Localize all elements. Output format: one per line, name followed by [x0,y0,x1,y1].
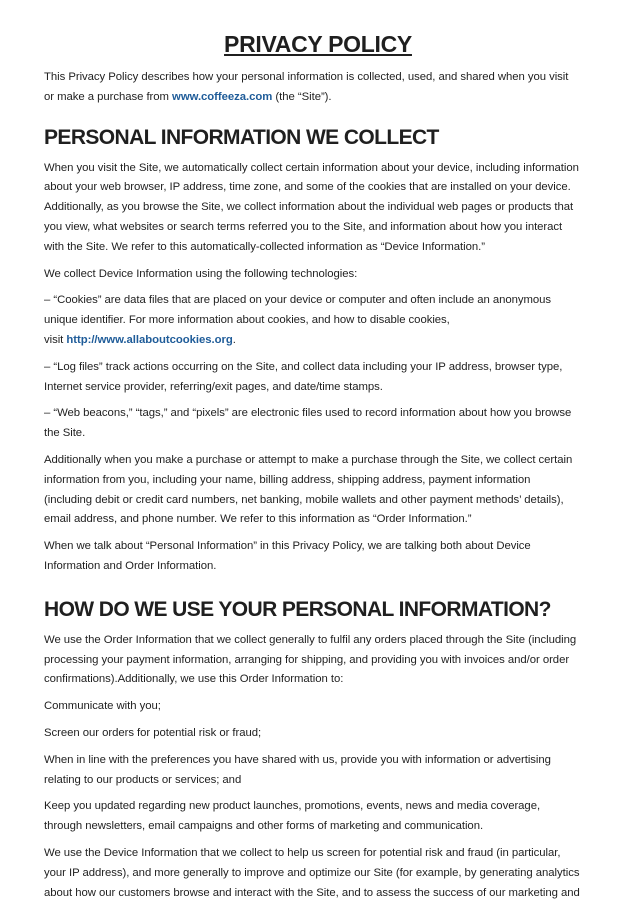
section-heading-use: HOW DO WE USE YOUR PERSONAL INFORMATION? [44,597,551,621]
text-line: – “Cookies” are data files that are placed on your device or computer and often include an anonymous [44,294,552,307]
text-line [44,331,592,351]
advertising-item [44,751,592,791]
text-line: your IP address), and more generally to improve and optimize our Site (for example, by generating analytics [44,866,580,879]
allaboutcookies-link[interactable]: http://www.allaboutcookies.org [66,333,233,346]
text-line: email address, and phone number. We refer to this information as “Order Information.” [44,513,472,526]
communicate-item: Communicate with you; [44,700,161,713]
cookies-visit-text: visit [44,333,67,346]
use-paragraph-1 [44,631,592,690]
text-line: When we talk about “Personal Information” in this Privacy Policy, we are talking both about Device [44,540,531,553]
text-line: (including debit or credit card numbers, net banking, mobile wallets and other payment methods’ details), [44,493,564,506]
text-line: – “Log files” track actions occurring on the Site, and collect data including your IP address, browser type, [44,360,563,373]
logs-paragraph [44,358,592,398]
text-line: Additionally when you make a purchase or attempt to make a purchase through the Site, we collect certain [44,453,573,466]
cookies-paragraph [44,291,592,350]
updates-item [44,797,592,837]
text-line: about your web browser, IP address, time zone, and some of the cookies that are installed on your device. [44,181,571,194]
text-line: We use the Device Information that we collect to help us screen for potential risk and fraud (in particular, [44,846,561,859]
intro-line-1: This Privacy Policy describes how your personal information is collected, used, and shared when you visit [44,71,569,83]
text-line: Additionally, as you browse the Site, we collect information about the individual web pages or products that [44,201,574,214]
text-line: the Site. [44,427,86,440]
text-line: – “Web beacons,” “tags,” and “pixels” are electronic files used to record information about how you browse [44,407,572,420]
page-title: PRIVACY POLICY [224,31,412,57]
text-line: confirmations).Additionally, we use this Order Information to: [44,673,344,686]
device-usage-paragraph [44,844,592,903]
text-line: with the Site. We refer to this automatically-collected information as “Device Information.” [44,240,485,253]
text-line: you view, what websites or search terms referred you to the Site, and information about how you interact [44,220,563,233]
screen-item: Screen our orders for potential risk or fraud; [44,726,262,739]
text-line: relating to our products or services; and [44,773,242,786]
collect-paragraph-2: We collect Device Information using the following technologies: [44,267,358,280]
text-line: Internet service provider, referring/exit pages, and date/time stamps. [44,380,383,393]
text-line: unique identifier. For more information about cookies, and how to disable cookies, [44,314,450,327]
text-line: Information and Order Information. [44,559,217,572]
collect-paragraph-1 [44,159,592,258]
beacons-paragraph [44,404,592,444]
text-line: through newsletters, email campaigns and other forms of marketing and communication. [44,820,484,833]
intro-text: or make a purchase from [44,90,173,103]
section-heading-collect: PERSONAL INFORMATION WE COLLECT [44,125,439,149]
text-line: information from you, including your name, billing address, shipping address, payment information [44,473,531,486]
text-line: When you visit the Site, we automatically collect certain information about your device, including information [44,161,579,174]
cookies-period: . [232,333,236,346]
text-line: We use the Order Information that we collect generally to fulfil any orders placed through the Site (including [44,633,577,646]
intro-line-2 [44,88,592,108]
text-line: processing your payment information, arranging for shipping, and providing you with invoices and/or order [44,653,570,666]
intro-suffix: (the “Site”). [272,90,332,103]
text-line: Keep you updated regarding new product launches, promotions, events, news and media coverage, [44,800,541,813]
text-line: about how our customers browse and interact with the Site, and to assess the success of our marketing and [44,886,580,899]
coffeeza-link[interactable]: www.coffeeza.com [172,90,273,103]
text-line: When in line with the preferences you have shared with us, provide you with information or advertising [44,753,551,766]
order-information-paragraph [44,451,592,530]
personal-information-paragraph [44,537,592,577]
